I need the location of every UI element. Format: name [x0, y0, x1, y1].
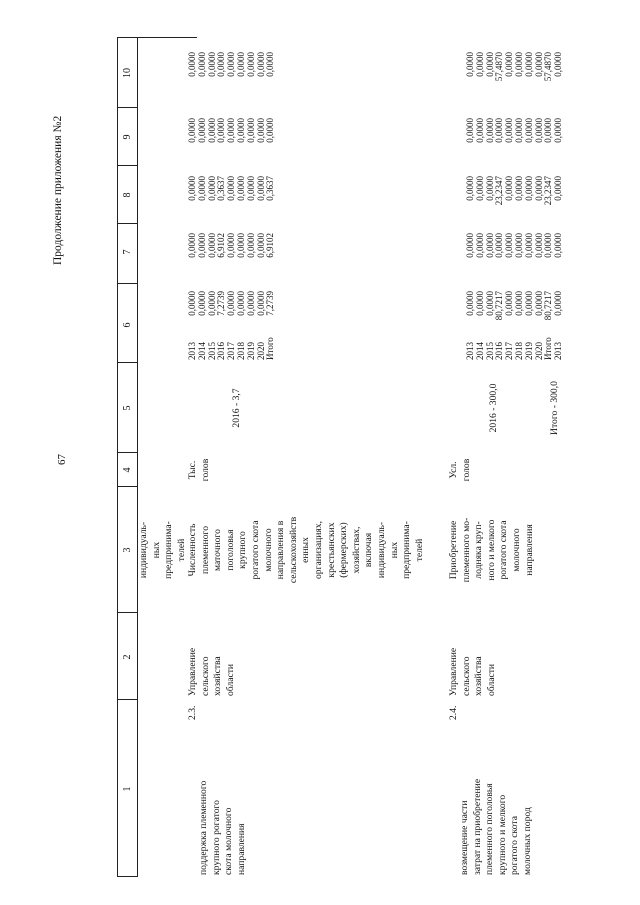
cell-value: 0,3637: [216, 176, 227, 201]
frame-left-edge: [117, 876, 137, 877]
cell-value: 0,0000: [206, 176, 217, 201]
year: 2015: [484, 342, 495, 360]
divider-9-10: [117, 107, 137, 108]
cell-value: 0,0000: [465, 118, 475, 143]
divider-4-5: [117, 452, 137, 453]
cell-value: 0,0000: [533, 176, 544, 201]
header-col-7: 7: [122, 249, 133, 255]
cell-value: 0,0000: [216, 118, 227, 143]
executor: Управление сельского хозяйства области: [187, 647, 236, 696]
cell-value: 0,3637: [265, 176, 276, 201]
header-col-9: 9: [122, 134, 133, 140]
cell-value: 0,0000: [513, 233, 524, 258]
cell-value: 0,0000: [226, 118, 237, 143]
cell-value: 0,0000: [226, 291, 237, 316]
cell-value: 0,0000: [465, 233, 475, 258]
cell-value: 0,0000: [465, 291, 475, 316]
cell-value: 0,0000: [533, 233, 544, 258]
cell-value: 7,2739: [265, 291, 276, 316]
cell-value: 0,0000: [474, 118, 485, 143]
col-9-values: [188, 118, 276, 154]
year: 2017: [504, 342, 515, 360]
cell-value: 0,0000: [494, 233, 505, 258]
cell-value: 0,0000: [187, 176, 197, 201]
cell-value: 0,0000: [513, 52, 524, 77]
cell-value: 0,0000: [255, 52, 266, 77]
cell-value: 0,0000: [255, 118, 266, 143]
unit: Усл. голов: [448, 458, 472, 482]
row-name: поддержка племенного крупного рогатого скота молочного направления: [198, 780, 247, 875]
cell-value: 0,0000: [484, 118, 495, 143]
cell-value: 23,2347: [494, 176, 505, 206]
executor: Управление сельского хозяйства области: [448, 647, 497, 696]
col-6-values: [466, 291, 564, 327]
cell-value: 0,0000: [553, 233, 564, 258]
cell-value: 0,0000: [245, 52, 256, 77]
cell-value: 0,0000: [255, 291, 266, 316]
header-col-6: 6: [122, 322, 133, 328]
col-10-values: [188, 52, 276, 88]
divider-2-3: [117, 612, 137, 613]
table-right-border: [137, 37, 197, 38]
year: 2018: [235, 342, 246, 360]
header-col-5: 5: [122, 405, 133, 411]
target-value: 2016 - 300,0: [488, 383, 499, 433]
year-column: [188, 337, 276, 360]
cell-value: 0,0000: [474, 52, 485, 77]
cell-value: 0,0000: [245, 291, 256, 316]
cell-value: 0,0000: [187, 52, 197, 77]
year: 2016: [494, 342, 505, 360]
row-name: возмещение части затрат на приобретение племенного поголовья крупного и мелкого рогатого скота молочных пород: [459, 778, 533, 875]
cell-value: 0,0000: [255, 233, 266, 258]
cell-value: 0,0000: [265, 118, 276, 143]
year: 2019: [245, 342, 256, 360]
year: 2016: [216, 342, 227, 360]
previous-page-fragment: индивидуаль- ных предпринима- телей: [138, 521, 187, 579]
cell-value: 0,0000: [245, 233, 256, 258]
cell-value: 0,0000: [474, 176, 485, 201]
cell-value: 0,0000: [187, 291, 197, 316]
cell-value: 80,7217: [494, 291, 505, 321]
cell-value: 0,0000: [196, 233, 207, 258]
year: 2020: [533, 342, 544, 360]
year: 2018: [513, 342, 524, 360]
col-6-values: [188, 291, 276, 327]
cell-value: 0,0000: [474, 233, 485, 258]
cell-value: 0,0000: [206, 291, 217, 316]
header-col-8: 8: [122, 192, 133, 198]
year: 2013: [465, 342, 475, 360]
cell-value: 80,7217: [543, 291, 554, 321]
cell-value: 0,0000: [196, 291, 207, 316]
header-col-1: 1: [122, 786, 133, 792]
row-number: 2.4.: [448, 705, 459, 720]
divider-5-6: [117, 362, 137, 363]
divider-8-9: [117, 165, 137, 166]
header-bottom-line: [137, 38, 138, 877]
cell-value: 0,0000: [513, 176, 524, 201]
indicator: Приобретение племенного мо- лодняка круп- ного и мелкого рогатого скота молочного направления: [448, 517, 535, 583]
year: 2014: [196, 342, 207, 360]
cell-value: 0,0000: [474, 291, 485, 316]
cell-value: 0,0000: [235, 176, 246, 201]
year: 2020: [255, 342, 266, 360]
col-9-values: [466, 118, 564, 154]
year: 2013: [553, 342, 564, 360]
year: Итого: [265, 337, 276, 360]
cell-value: 0,0000: [553, 291, 564, 316]
col-7-values: [188, 233, 276, 269]
cell-value: 0,0000: [235, 291, 246, 316]
col-8-values: [188, 176, 276, 212]
cell-value: 0,0000: [265, 52, 276, 77]
cell-value: 0,0000: [513, 118, 524, 143]
cell-value: 0,0000: [513, 291, 524, 316]
divider-7-8: [117, 223, 137, 224]
cell-value: 57,4870: [494, 52, 505, 82]
frame-top-line: [117, 38, 118, 877]
cell-value: 23,2347: [543, 176, 554, 206]
cell-value: 0,0000: [235, 52, 246, 77]
cell-value: 0,0000: [196, 52, 207, 77]
header-col-10: 10: [122, 68, 133, 78]
cell-value: 0,0000: [553, 176, 564, 201]
year-column: [466, 337, 564, 360]
cell-value: 0,0000: [196, 176, 207, 201]
header-col-2: 2: [122, 654, 133, 660]
cell-value: 0,0000: [465, 176, 475, 201]
cell-value: 0,0000: [523, 291, 534, 316]
cell-value: 0,0000: [226, 52, 237, 77]
divider-1-2: [117, 699, 137, 700]
cell-value: 0,0000: [235, 233, 246, 258]
cell-value: 0,0000: [484, 176, 495, 201]
target-total: Итого - 300,0: [549, 381, 560, 435]
cell-value: 0,0000: [216, 52, 227, 77]
divider-6-7: [117, 283, 137, 284]
col-7-values: [466, 233, 564, 269]
cell-value: 0,0000: [553, 118, 564, 143]
year: 2014: [474, 342, 485, 360]
cell-value: 57,4870: [543, 52, 554, 82]
header-col-3: 3: [122, 547, 133, 553]
header-col-4: 4: [122, 467, 133, 473]
unit: Тыс. голов: [187, 458, 211, 482]
cell-value: 0,0000: [245, 118, 256, 143]
cell-value: 0,0000: [484, 52, 495, 77]
indicator: Численность племенного маточного поголовья крупного рогатого скота молочного направления в сельскохозяйств енных организациях, крестьянских (фермерских) хозяйствах, включая индивидуаль- ных предпринима- телей: [187, 516, 425, 584]
cell-value: 0,0000: [226, 176, 237, 201]
cell-value: 0,0000: [504, 291, 515, 316]
cell-value: 0,0000: [543, 233, 554, 258]
year: 2013: [187, 342, 197, 360]
cell-value: 0,0000: [553, 52, 564, 77]
year: 2017: [226, 342, 237, 360]
cell-value: 0,0000: [187, 118, 197, 143]
cell-value: 6,9102: [265, 233, 276, 258]
cell-value: 0,0000: [533, 118, 544, 143]
cell-value: 0,0000: [504, 176, 515, 201]
year: 2015: [206, 342, 217, 360]
year: Итого: [543, 337, 554, 360]
cell-value: 0,0000: [523, 233, 534, 258]
continuation-caption: Продолжение приложения №2: [52, 115, 64, 265]
cell-value: 0,0000: [206, 118, 217, 143]
target-value: 2016 - 3,7: [231, 388, 242, 428]
cell-value: 0,0000: [504, 233, 515, 258]
cell-value: 7,2739: [216, 291, 227, 316]
cell-value: 0,0000: [206, 233, 217, 258]
cell-value: 0,0000: [504, 118, 515, 143]
cell-value: 0,0000: [484, 291, 495, 316]
col-8-values: [466, 176, 564, 212]
cell-value: 0,0000: [543, 118, 554, 143]
frame-right-edge: [117, 37, 137, 38]
cell-value: 0,0000: [465, 52, 475, 77]
cell-value: 0,0000: [523, 176, 534, 201]
divider-3-4: [117, 486, 137, 487]
cell-value: 0,0000: [245, 176, 256, 201]
cell-value: 0,0000: [523, 118, 534, 143]
cell-value: 0,0000: [235, 118, 246, 143]
cell-value: 0,0000: [255, 176, 266, 201]
col-10-values: [466, 52, 564, 88]
cell-value: 0,0000: [206, 52, 217, 77]
cell-value: 0,0000: [226, 233, 237, 258]
cell-value: 0,0000: [504, 52, 515, 77]
year: 2019: [523, 342, 534, 360]
cell-value: 0,0000: [484, 233, 495, 258]
cell-value: 0,0000: [533, 52, 544, 77]
cell-value: 0,0000: [494, 118, 505, 143]
cell-value: 0,0000: [523, 52, 534, 77]
cell-value: 0,0000: [533, 291, 544, 316]
row-number: 2.3.: [187, 705, 198, 720]
page-number: 67: [56, 454, 68, 465]
cell-value: 0,0000: [196, 118, 207, 143]
cell-value: 6,9102: [216, 233, 227, 258]
cell-value: 0,0000: [187, 233, 197, 258]
